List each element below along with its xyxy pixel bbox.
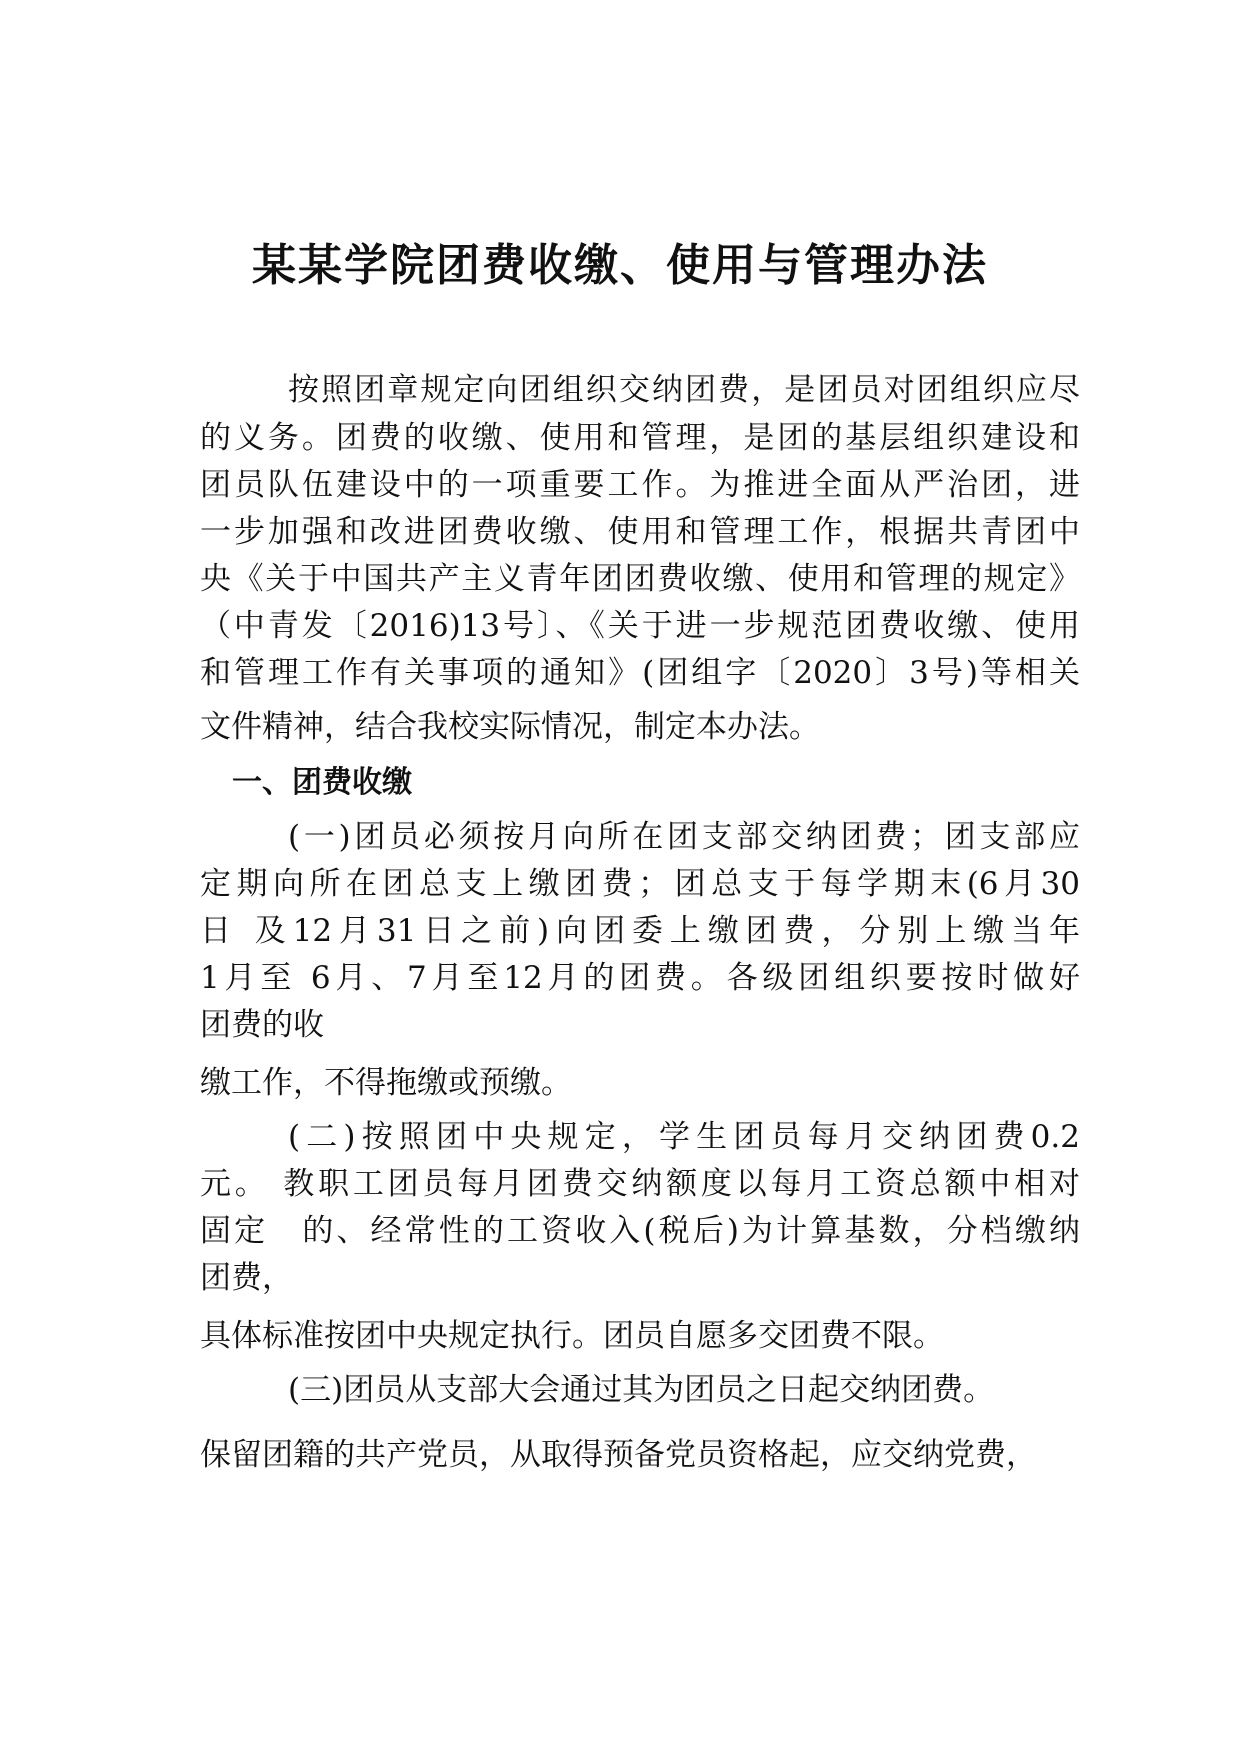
item-two-line: 具体标准按团中央规定执行。团员自愿多交团费不限。 — [200, 1318, 944, 1354]
intro-line: 文件精神，结合我校实际情况，制定本办法。 — [200, 709, 820, 745]
item-two-line: 固定 的、经常性的工资收入(税后)为计算基数，分档缴纳 — [200, 1213, 1080, 1249]
item-three-line: (三)团员从支部大会通过其为团员之日起交纳团费。 — [288, 1372, 995, 1408]
item-one-line: 日 及12月31日之前)向团委上缴团费，分别上缴当年 — [200, 913, 1080, 949]
section-heading: 一、团费收缴 — [232, 765, 412, 800]
item-one-line: 团费的收 — [200, 1007, 324, 1043]
item-two-line: (二)按照团中央规定，学生团员每月交纳团费0.2 — [288, 1119, 1080, 1155]
item-one-line: 缴工作，不得拖缴或预缴。 — [200, 1065, 572, 1101]
intro-line: 和管理工作有关事项的通知》(团组字〔2020〕3号)等相关 — [200, 655, 1080, 691]
intro-line: （中青发〔2016)13号〕、《关于进一步规范团费收缴、使用 — [200, 608, 1080, 644]
intro-line: 央《关于中国共产主义青年团团费收缴、使用和管理的规定》 — [200, 561, 1080, 597]
intro-line: 按照团章规定向团组织交纳团费，是团员对团组织应尽 — [288, 372, 1080, 408]
item-two-line: 团费， — [200, 1260, 293, 1296]
intro-line: 的义务。团费的收缴、使用和管理，是团的基层组织建设和 — [200, 420, 1080, 456]
item-three-line: 保留团籍的共产党员，从取得预备党员资格起，应交纳党费， — [200, 1437, 1037, 1473]
intro-line: 一步加强和改进团费收缴、使用和管理工作，根据共青团中 — [200, 514, 1080, 550]
item-one-line: 定期向所在团总支上缴团费；团总支于每学期末(6月30 — [200, 866, 1080, 902]
intro-line: 团员队伍建设中的一项重要工作。为推进全面从严治团，进 — [200, 467, 1080, 503]
item-two-line: 元。 教职工团员每月团费交纳额度以每月工资总额中相对 — [200, 1166, 1080, 1202]
document-title: 某某学院团费收缴、使用与管理办法 — [252, 240, 988, 291]
item-one-line: 1月至 6月、7月至12月的团费。各级团组织要按时做好 — [200, 960, 1080, 996]
item-one-line: (一)团员必须按月向所在团支部交纳团费；团支部应 — [288, 819, 1080, 855]
